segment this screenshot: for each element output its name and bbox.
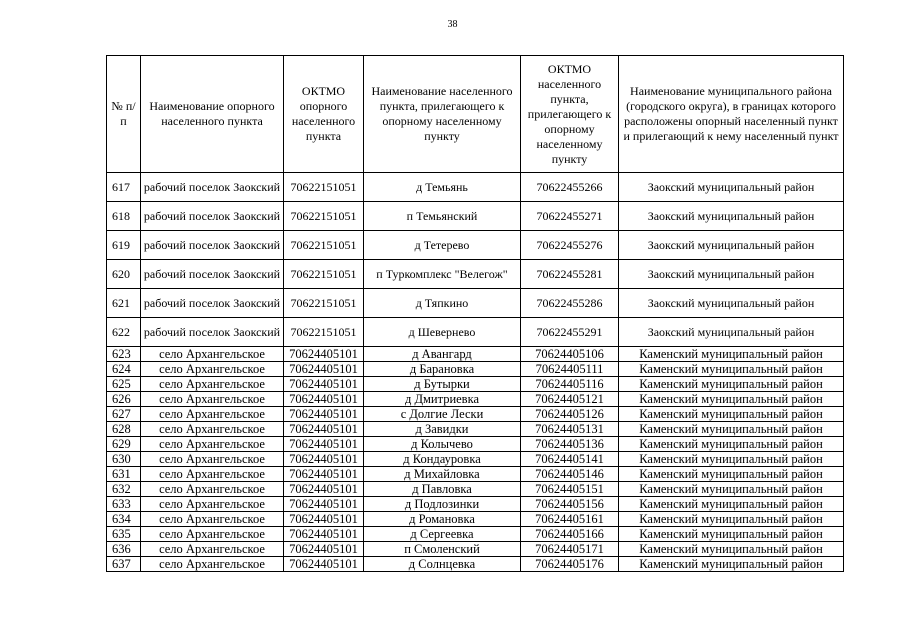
table-row [107,497,844,512]
district-name: Заокский муниципальный район [619,289,844,318]
district-name: Заокский муниципальный район [619,260,844,289]
table-row [107,467,844,482]
adjacent-settlement: п Темьянский [364,202,521,231]
row-number: 628 [107,422,141,437]
oktmo-support: 70624405101 [284,497,364,512]
table-row [107,452,844,467]
district-name: Каменский муниципальный район [619,482,844,497]
support-settlement: село Архангельское [141,497,284,512]
row-number: 634 [107,512,141,527]
row-number: 627 [107,407,141,422]
adjacent-settlement: п Смоленский [364,542,521,557]
row-number: 631 [107,467,141,482]
adjacent-settlement: д Кондауровка [364,452,521,467]
support-settlement: село Архангельское [141,422,284,437]
support-settlement: село Архангельское [141,527,284,542]
oktmo-adjacent: 70624405156 [521,497,619,512]
support-settlement: село Архангельское [141,392,284,407]
support-settlement: рабочий поселок Заокский [141,231,284,260]
table-row [107,422,844,437]
district-name: Каменский муниципальный район [619,437,844,452]
row-number: 632 [107,482,141,497]
oktmo-support: 70624405101 [284,527,364,542]
adjacent-settlement: д Солнцевка [364,557,521,572]
row-number: 618 [107,202,141,231]
table-row [107,437,844,452]
support-settlement: рабочий поселок Заокский [141,289,284,318]
row-number: 633 [107,497,141,512]
oktmo-support: 70622151051 [284,260,364,289]
oktmo-support: 70624405101 [284,452,364,467]
table-row [107,289,844,318]
oktmo-adjacent: 70622455291 [521,318,619,347]
oktmo-adjacent: 70622455281 [521,260,619,289]
oktmo-adjacent: 70624405171 [521,542,619,557]
adjacent-settlement: д Тетерево [364,231,521,260]
oktmo-support: 70624405101 [284,542,364,557]
oktmo-adjacent: 70624405106 [521,347,619,362]
oktmo-support: 70624405101 [284,347,364,362]
adjacent-settlement: д Михайловка [364,467,521,482]
row-number: 637 [107,557,141,572]
oktmo-support: 70624405101 [284,482,364,497]
oktmo-adjacent: 70622455271 [521,202,619,231]
header-oktmo-support: ОКТМО опорного населенного пункта [284,56,364,173]
row-number: 620 [107,260,141,289]
support-settlement: село Архангельское [141,557,284,572]
oktmo-support: 70624405101 [284,437,364,452]
row-number: 630 [107,452,141,467]
row-number: 625 [107,377,141,392]
row-number: 617 [107,173,141,202]
oktmo-support: 70624405101 [284,467,364,482]
oktmo-adjacent: 70622455266 [521,173,619,202]
oktmo-adjacent: 70624405166 [521,527,619,542]
table-body [107,173,844,572]
oktmo-adjacent: 70624405121 [521,392,619,407]
oktmo-support: 70622151051 [284,173,364,202]
district-name: Каменский муниципальный район [619,377,844,392]
table-row [107,557,844,572]
adjacent-settlement: д Темьянь [364,173,521,202]
district-name: Заокский муниципальный район [619,318,844,347]
table-row [107,260,844,289]
adjacent-settlement: п Туркомплекс "Велегож" [364,260,521,289]
header-district: Наименование муниципального района (городского округа), в границах которого расположены опорный населенный пункт и прилегающий к нему населенный пункт [619,56,844,173]
oktmo-adjacent: 70624405151 [521,482,619,497]
support-settlement: рабочий поселок Заокский [141,260,284,289]
oktmo-adjacent: 70624405136 [521,437,619,452]
row-number: 624 [107,362,141,377]
table-row [107,542,844,557]
row-number: 635 [107,527,141,542]
support-settlement: село Архангельское [141,437,284,452]
settlements-table [106,55,844,572]
oktmo-adjacent: 70624405141 [521,452,619,467]
adjacent-settlement: д Подлозинки [364,497,521,512]
row-number: 636 [107,542,141,557]
oktmo-support: 70624405101 [284,407,364,422]
row-number: 626 [107,392,141,407]
support-settlement: село Архангельское [141,347,284,362]
oktmo-support: 70624405101 [284,377,364,392]
oktmo-support: 70624405101 [284,557,364,572]
row-number: 619 [107,231,141,260]
adjacent-settlement: д Шевернево [364,318,521,347]
district-name: Каменский муниципальный район [619,407,844,422]
adjacent-settlement: д Павловка [364,482,521,497]
oktmo-adjacent: 70624405146 [521,467,619,482]
oktmo-support: 70622151051 [284,231,364,260]
row-number: 621 [107,289,141,318]
oktmo-adjacent: 70622455276 [521,231,619,260]
district-name: Каменский муниципальный район [619,362,844,377]
table-row [107,527,844,542]
table-row [107,392,844,407]
district-name: Каменский муниципальный район [619,392,844,407]
oktmo-adjacent: 70624405161 [521,512,619,527]
table-row [107,231,844,260]
district-name: Каменский муниципальный район [619,527,844,542]
oktmo-adjacent: 70624405126 [521,407,619,422]
adjacent-settlement: д Авангард [364,347,521,362]
district-name: Каменский муниципальный район [619,557,844,572]
support-settlement: село Архангельское [141,542,284,557]
district-name: Заокский муниципальный район [619,202,844,231]
oktmo-adjacent: 70624405111 [521,362,619,377]
header-num: № п/п [107,56,141,173]
oktmo-adjacent: 70624405176 [521,557,619,572]
oktmo-support: 70622151051 [284,202,364,231]
oktmo-support: 70624405101 [284,392,364,407]
table-row [107,362,844,377]
support-settlement: село Архангельское [141,407,284,422]
adjacent-settlement: д Барановка [364,362,521,377]
oktmo-adjacent: 70622455286 [521,289,619,318]
support-settlement: село Архангельское [141,452,284,467]
table-row [107,347,844,362]
table-row [107,202,844,231]
header-support-name: Наименование опорного населенного пункта [141,56,284,173]
district-name: Каменский муниципальный район [619,542,844,557]
district-name: Заокский муниципальный район [619,231,844,260]
row-number: 629 [107,437,141,452]
row-number: 623 [107,347,141,362]
support-settlement: рабочий поселок Заокский [141,318,284,347]
adjacent-settlement: д Завидки [364,422,521,437]
adjacent-settlement: д Бутырки [364,377,521,392]
support-settlement: село Архангельское [141,467,284,482]
support-settlement: рабочий поселок Заокский [141,173,284,202]
table-row [107,173,844,202]
district-name: Каменский муниципальный район [619,347,844,362]
table-row [107,318,844,347]
page-number: 38 [447,19,458,30]
oktmo-adjacent: 70624405131 [521,422,619,437]
adjacent-settlement: д Тяпкино [364,289,521,318]
adjacent-settlement: д Романовка [364,512,521,527]
table-row [107,512,844,527]
table-header-row [107,56,844,173]
support-settlement: село Архангельское [141,377,284,392]
header-adjacent-name: Наименование населенного пункта, прилегающего к опорному населенному пункту [364,56,521,173]
oktmo-support: 70622151051 [284,318,364,347]
oktmo-support: 70624405101 [284,362,364,377]
adjacent-settlement: с Долгие Лески [364,407,521,422]
support-settlement: село Архангельское [141,362,284,377]
support-settlement: село Архангельское [141,482,284,497]
row-number: 622 [107,318,141,347]
oktmo-adjacent: 70624405116 [521,377,619,392]
oktmo-support: 70622151051 [284,289,364,318]
district-name: Каменский муниципальный район [619,452,844,467]
oktmo-support: 70624405101 [284,512,364,527]
district-name: Каменский муниципальный район [619,512,844,527]
support-settlement: рабочий поселок Заокский [141,202,284,231]
district-name: Каменский муниципальный район [619,497,844,512]
table-row [107,407,844,422]
district-name: Заокский муниципальный район [619,173,844,202]
district-name: Каменский муниципальный район [619,422,844,437]
support-settlement: село Архангельское [141,512,284,527]
oktmo-support: 70624405101 [284,422,364,437]
table-row [107,482,844,497]
table-row [107,377,844,392]
header-oktmo-adjacent: ОКТМО населенного пункта, прилегающего к опорному населенному пункту [521,56,619,173]
district-name: Каменский муниципальный район [619,467,844,482]
adjacent-settlement: д Сергеевка [364,527,521,542]
adjacent-settlement: д Дмитриевка [364,392,521,407]
adjacent-settlement: д Колычево [364,437,521,452]
